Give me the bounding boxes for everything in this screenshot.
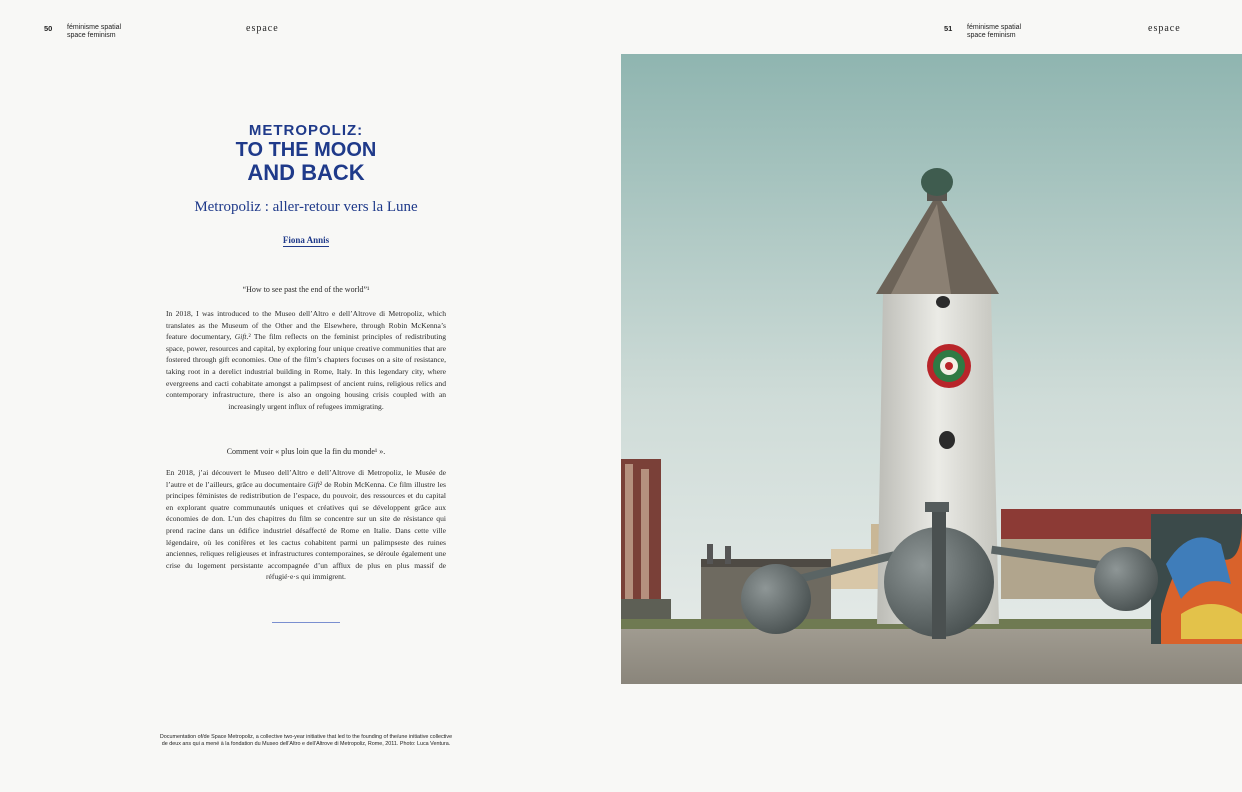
article-title-line2: TO THE MOON bbox=[235, 139, 377, 161]
section-en-left: space feminism bbox=[67, 32, 116, 39]
section-label-left bbox=[67, 24, 121, 40]
author-byline bbox=[166, 235, 446, 245]
section-label-right bbox=[967, 24, 1021, 40]
article-subtitle: Metropoliz : aller-retour vers la Lune bbox=[194, 199, 418, 215]
paragraph-en: In 2018, I was introduced to the Museo dell’Altro e dell’Altrove di Metropoliz, which translates as the Museum of the Other and the Elsewhere, through Robin McKenna’s feature documentary, Gift.² The film reflects on the feminist principles of redistributing space, power, resources and capital, by exploring four unique creative communities that are fostered through gift economies. One of the film’s chapters focuses on a site of resistance, taking root in a derelict industrial building in Rome, Italy. In this legendary city, where evergreens and cacti cohabitate amongst a palimpsest of ancient ruins, religious relics and contemporary infrastructure, there is also an ongoing housing crisis coupled with an increasingly urgent influx of refugees immigrating. bbox=[166, 309, 447, 411]
epigraph-fr: Comment voir « plus loin que la fin du monde¹ ». bbox=[226, 447, 386, 456]
article-title-line1: METROPOLIZ: bbox=[248, 122, 364, 139]
section-en-right: space feminism bbox=[967, 32, 1016, 39]
magazine-name-left: espace bbox=[246, 23, 279, 34]
caption-line2: de deux ans qui a mené à la fondation du Museo dell’Altro e dell’Altrove di Metropoliz, Rome, 2011. Photo: Luca Ventura. bbox=[161, 741, 451, 747]
caption-line1: Documentation of/de Space Metropoliz, a collective two-year initiative that led to the founding of the/une initiative collective bbox=[159, 734, 453, 740]
paragraph-fr: En 2018, j’ai découvert le Museo dell’Altro e dell’Altrove di Metropoliz, le Musée de l’autre et de l’ailleurs, grâce au documentaire Gift² de Robin McKenna. Ce film illustre les principes féministes de redistribution de l’espace, du pouvoir, des ressources et du capital en explorant quatre communautés uniques et créatives qui se développent grâce aux économies de don. L’un des chapitres du film se concentre sur un site de résistance qui prend racine dans un édifice industriel désaffecté de Rome en Italie. Dans cette ville légendaire, où les conifères et les cactus cohabitent parmi un palimpseste des ruines anciennes, reliques religieuses et infrastructures contemporaines, se déroule également une crise du logement persistante accompagnée d’un afflux de plus en plus massif de réfugié·e·s qui immigrent. bbox=[166, 468, 446, 582]
page-number-left: 50 bbox=[44, 24, 53, 33]
section-fr-right: féminisme spatial bbox=[967, 24, 1022, 31]
film-title-fr: Gift bbox=[307, 479, 320, 489]
photo-caption bbox=[120, 734, 492, 748]
page-number-right: 51 bbox=[944, 24, 953, 33]
author-name[interactable]: Fiona Annis bbox=[282, 235, 330, 245]
magazine-name-right: espace bbox=[1148, 23, 1181, 34]
film-title-en: Gift bbox=[234, 332, 247, 342]
article-title-line3: AND BACK bbox=[247, 160, 365, 185]
graffiti-wall bbox=[1151, 514, 1242, 644]
rocket-sculpture-photo bbox=[621, 54, 1242, 684]
section-fr-left: féminisme spatial bbox=[67, 24, 122, 31]
section-divider bbox=[272, 622, 340, 623]
epigraph-en: “How to see past the end of the world”¹ bbox=[242, 285, 370, 294]
